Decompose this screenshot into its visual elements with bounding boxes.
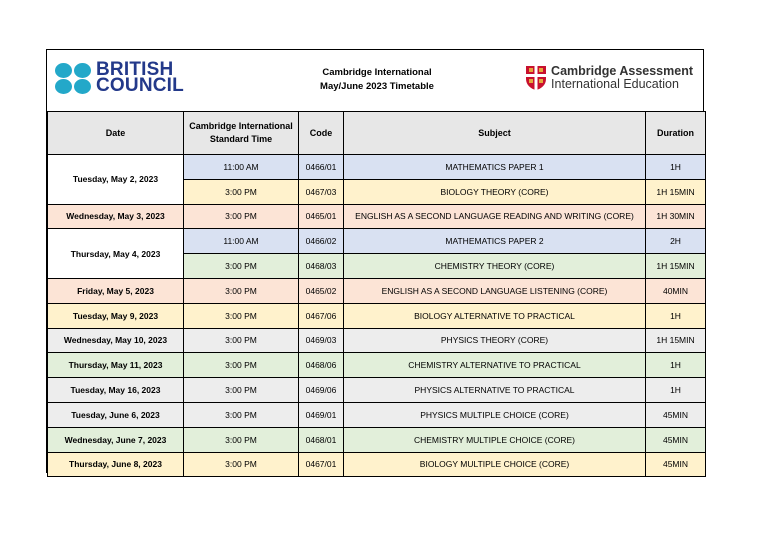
subject-cell: PHYSICS THEORY (CORE) <box>344 328 646 353</box>
date-cell: Thursday, June 8, 2023 <box>48 452 184 477</box>
time-cell: 11:00 AM <box>184 229 299 254</box>
code-cell: 0465/02 <box>299 278 344 303</box>
cambridge-logo-line2: International Education <box>551 77 679 91</box>
date-cell: Thursday, May 4, 2023 <box>48 229 184 279</box>
code-cell: 0469/06 <box>299 378 344 403</box>
duration-cell: 45MIN <box>646 427 706 452</box>
table-row <box>48 402 706 427</box>
table-row <box>48 229 706 254</box>
time-cell: 3:00 PM <box>184 204 299 229</box>
duration-cell: 1H 15MIN <box>646 254 706 279</box>
duration-cell: 1H <box>646 378 706 403</box>
subject-cell: MATHEMATICS PAPER 2 <box>344 229 646 254</box>
column-header-duration: Duration <box>646 112 706 155</box>
code-cell: 0469/03 <box>299 328 344 353</box>
date-cell: Tuesday, May 2, 2023 <box>48 155 184 205</box>
table-row <box>48 427 706 452</box>
code-cell: 0466/02 <box>299 229 344 254</box>
cambridge-logo-line1: Cambridge Assessment <box>551 64 693 78</box>
subject-cell: CHEMISTRY THEORY (CORE) <box>344 254 646 279</box>
duration-cell: 1H 15MIN <box>646 179 706 204</box>
cambridge-logo <box>525 65 693 91</box>
table-row <box>48 378 706 403</box>
code-cell: 0467/03 <box>299 179 344 204</box>
date-cell: Tuesday, May 16, 2023 <box>48 378 184 403</box>
duration-cell: 1H <box>646 155 706 180</box>
subject-cell: CHEMISTRY ALTERNATIVE TO PRACTICAL <box>344 353 646 378</box>
time-cell: 3:00 PM <box>184 179 299 204</box>
column-header-code: Code <box>299 112 344 155</box>
date-cell: Thursday, May 11, 2023 <box>48 353 184 378</box>
duration-cell: 1H 15MIN <box>646 328 706 353</box>
duration-cell: 1H <box>646 303 706 328</box>
subject-cell: BIOLOGY THEORY (CORE) <box>344 179 646 204</box>
code-cell: 0468/01 <box>299 427 344 452</box>
time-cell: 3:00 PM <box>184 278 299 303</box>
subject-cell: BIOLOGY MULTIPLE CHOICE (CORE) <box>344 452 646 477</box>
time-cell: 3:00 PM <box>184 353 299 378</box>
duration-cell: 1H 30MIN <box>646 204 706 229</box>
table-row <box>48 452 706 477</box>
time-cell: 3:00 PM <box>184 303 299 328</box>
code-cell: 0468/06 <box>299 353 344 378</box>
column-header-time: Cambridge International Standard Time <box>184 112 299 155</box>
table-row <box>48 353 706 378</box>
subject-cell: CHEMISTRY MULTIPLE CHOICE (CORE) <box>344 427 646 452</box>
subject-cell: ENGLISH AS A SECOND LANGUAGE LISTENING (CORE) <box>344 278 646 303</box>
date-cell: Wednesday, June 7, 2023 <box>48 427 184 452</box>
time-cell: 3:00 PM <box>184 254 299 279</box>
code-cell: 0467/06 <box>299 303 344 328</box>
code-cell: 0469/01 <box>299 402 344 427</box>
code-cell: 0466/01 <box>299 155 344 180</box>
subject-cell: PHYSICS ALTERNATIVE TO PRACTICAL <box>344 378 646 403</box>
time-cell: 11:00 AM <box>184 155 299 180</box>
column-header-subject: Subject <box>344 112 646 155</box>
table-row <box>48 155 706 180</box>
date-cell: Friday, May 5, 2023 <box>48 278 184 303</box>
duration-cell: 45MIN <box>646 402 706 427</box>
timetable-sheet <box>46 49 704 473</box>
timetable-table <box>47 111 706 477</box>
column-header-date: Date <box>48 112 184 155</box>
table-row <box>48 204 706 229</box>
time-cell: 3:00 PM <box>184 452 299 477</box>
duration-cell: 1H <box>646 353 706 378</box>
bc-logo-line1: BRITISH <box>96 59 174 80</box>
title-line1: Cambridge International <box>322 67 432 78</box>
time-cell: 3:00 PM <box>184 328 299 353</box>
date-cell: Tuesday, May 9, 2023 <box>48 303 184 328</box>
title-line2: May/June 2023 Timetable <box>320 81 434 92</box>
subject-cell: MATHEMATICS PAPER 1 <box>344 155 646 180</box>
code-cell: 0468/03 <box>299 254 344 279</box>
time-cell: 3:00 PM <box>184 378 299 403</box>
code-cell: 0465/01 <box>299 204 344 229</box>
subject-cell: ENGLISH AS A SECOND LANGUAGE READING AND WRITING (CORE) <box>344 204 646 229</box>
cambridge-shield-icon <box>525 65 547 91</box>
british-council-logo <box>55 59 184 96</box>
timetable-header <box>47 50 703 112</box>
time-cell: 3:00 PM <box>184 402 299 427</box>
subject-cell: PHYSICS MULTIPLE CHOICE (CORE) <box>344 402 646 427</box>
time-cell: 3:00 PM <box>184 427 299 452</box>
code-cell: 0467/01 <box>299 452 344 477</box>
table-row <box>48 328 706 353</box>
subject-cell: BIOLOGY ALTERNATIVE TO PRACTICAL <box>344 303 646 328</box>
date-cell: Wednesday, May 3, 2023 <box>48 204 184 229</box>
date-cell: Wednesday, May 10, 2023 <box>48 328 184 353</box>
page-title <box>277 66 477 94</box>
british-council-dots-icon <box>55 63 91 94</box>
table-row <box>48 278 706 303</box>
duration-cell: 2H <box>646 229 706 254</box>
duration-cell: 40MIN <box>646 278 706 303</box>
bc-logo-line2: COUNCIL <box>96 75 184 96</box>
table-row <box>48 303 706 328</box>
duration-cell: 45MIN <box>646 452 706 477</box>
date-cell: Tuesday, June 6, 2023 <box>48 402 184 427</box>
